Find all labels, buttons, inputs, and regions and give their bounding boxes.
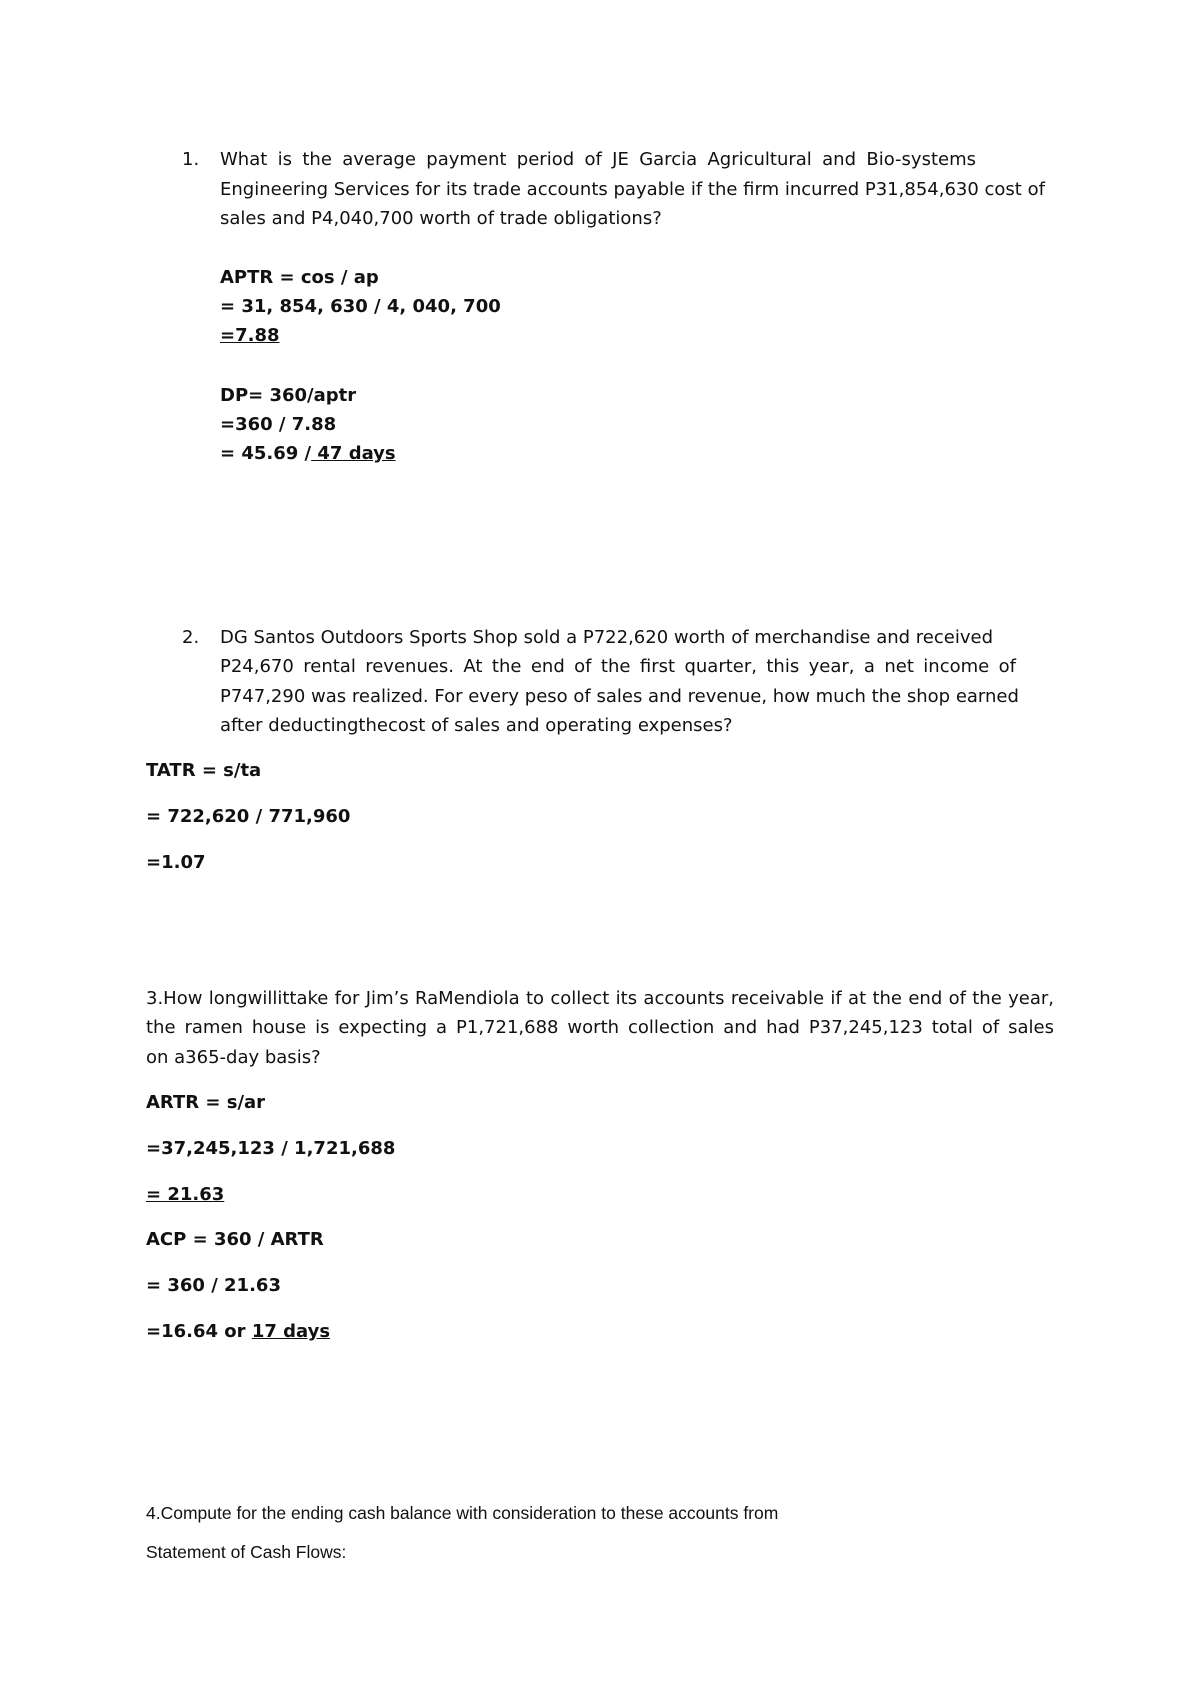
q3-acp-substitution: = 360 / 21.63	[146, 1275, 281, 1296]
q2-text-line-3: P747,290 was realized. For every peso of sales and revenue, how much the shop earned	[220, 686, 1019, 707]
q1-dp-value: = 45.69 /	[220, 443, 312, 464]
q2-tatr-substitution: = 722,620 / 771,960	[146, 806, 351, 827]
q1-number: 1.	[182, 149, 200, 170]
q1-aptr-result: =7.88	[220, 325, 280, 346]
q1-dp-result	[220, 443, 396, 465]
q4-text-line-2: Statement of Cash Flows:	[146, 1542, 347, 1562]
q3-text-line-2: the ramen house is expecting a P1,721,688 worth collection and had P37,245,123 total of sales	[146, 1017, 1054, 1038]
q1-aptr-formula: APTR = cos / ap	[220, 267, 379, 288]
q3-acp-result	[146, 1321, 330, 1343]
q2-number: 2.	[182, 627, 200, 648]
q2-tatr-result: =1.07	[146, 852, 206, 873]
q3-text-line-3: on a365-day basis?	[146, 1047, 321, 1068]
q3-text-line-1: 3.How longwillittake for Jim’s RaMendiola to collect its accounts receivable if at the end of the year,	[146, 988, 1054, 1009]
q3-acp-value: =16.64 or	[146, 1321, 246, 1342]
q2-tatr-formula: TATR = s/ta	[146, 760, 262, 781]
q4-text-line-1: 4.Compute for the ending cash balance with consideration to these accounts from	[146, 1503, 779, 1523]
q1-aptr-substitution: = 31, 854, 630 / 4, 040, 700	[220, 296, 501, 317]
q2-text-line-2: P24,670 rental revenues. At the end of the first quarter, this year, a net income of	[220, 656, 1016, 677]
q3-artr-formula: ARTR = s/ar	[146, 1092, 266, 1113]
q1-text-line-3: sales and P4,040,700 worth of trade obligations?	[220, 208, 662, 229]
q2-text-line-4: after deductingthecost of sales and operating expenses?	[220, 715, 733, 736]
q3-acp-formula: ACP = 360 / ARTR	[146, 1229, 324, 1250]
q1-dp-days: 47 days	[311, 443, 396, 464]
q2-text-line-1: DG Santos Outdoors Sports Shop sold a P722,620 worth of merchandise and received	[220, 627, 994, 648]
q1-text-line-1: What is the average payment period of JE Garcia Agricultural and Bio-systems	[220, 149, 976, 170]
q1-text-line-2: Engineering Services for its trade accounts payable if the firm incurred P31,854,630 cost of	[220, 179, 1045, 200]
q3-acp-days: 17 days	[251, 1321, 331, 1342]
q1-dp-substitution: =360 / 7.88	[220, 414, 337, 435]
q1-dp-formula: DP= 360/aptr	[220, 385, 357, 406]
q3-artr-result: = 21.63	[146, 1184, 225, 1205]
q3-artr-substitution: =37,245,123 / 1,721,688	[146, 1138, 396, 1159]
